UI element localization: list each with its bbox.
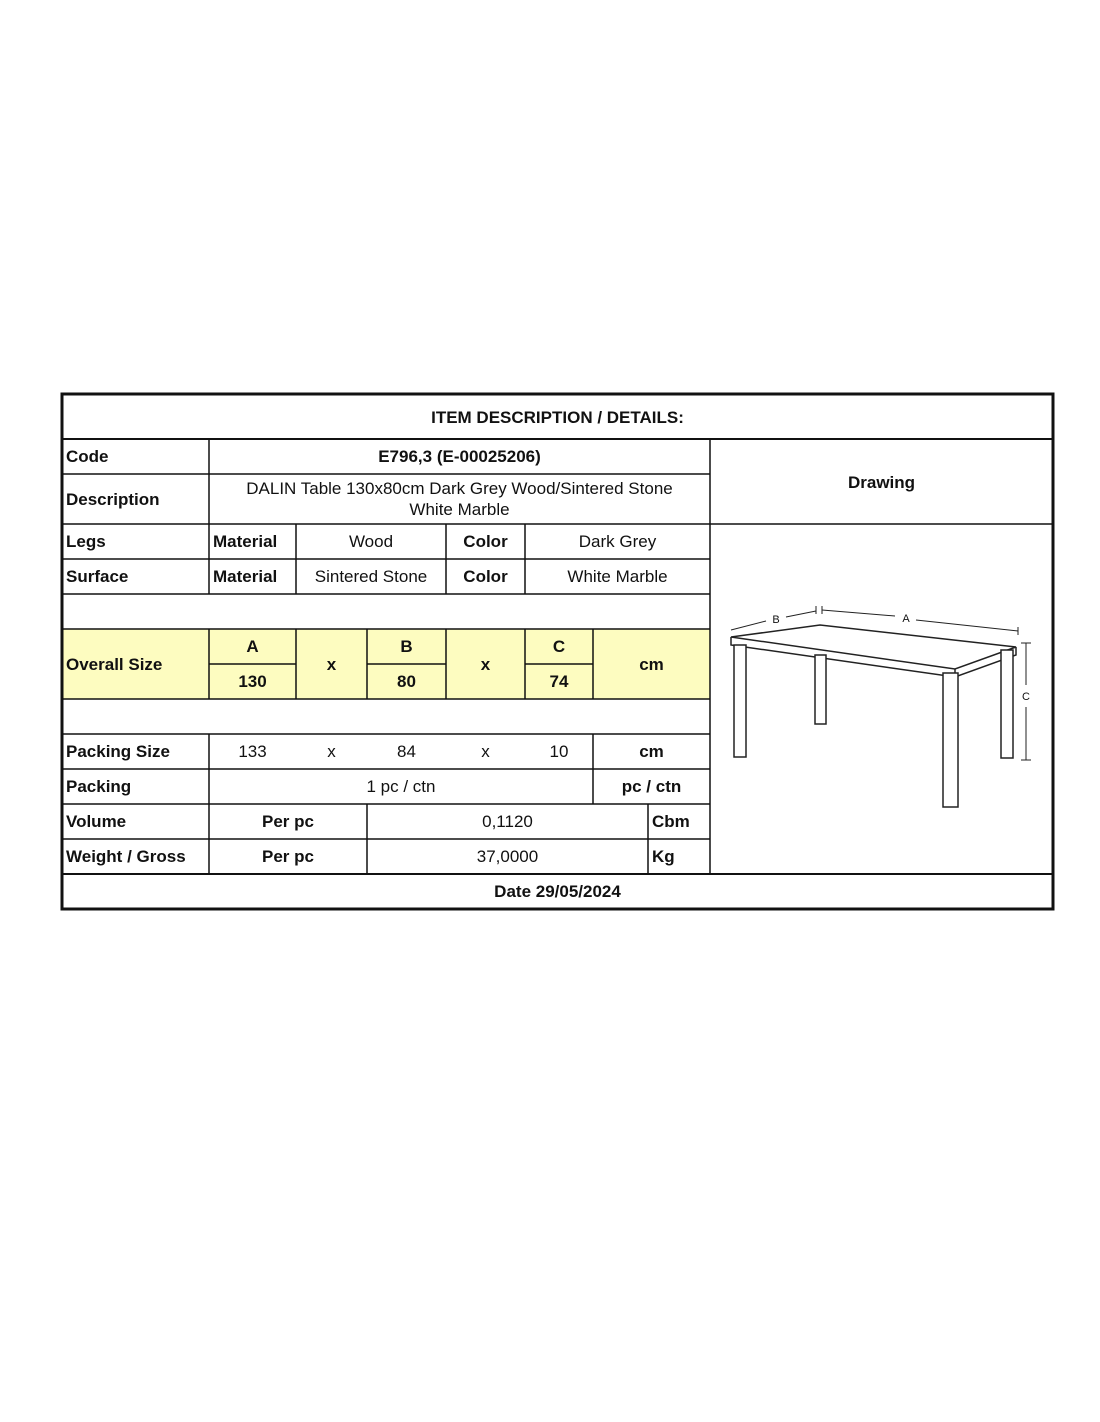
volume-unit: Cbm bbox=[652, 812, 690, 831]
overall-size-a-label: A bbox=[246, 637, 259, 656]
overall-size-label: Overall Size bbox=[66, 654, 163, 674]
surface-material-value: Sintered Stone bbox=[314, 567, 428, 586]
weight-value: 37,0000 bbox=[476, 847, 539, 866]
overall-size-sep-2: x bbox=[480, 654, 491, 674]
legs-color-value: Dark Grey bbox=[578, 532, 657, 551]
volume-value: 0,1120 bbox=[482, 812, 533, 831]
overall-size-b-label: B bbox=[400, 637, 413, 656]
overall-size-c-label: C bbox=[552, 637, 566, 656]
packing-size-b-value: 84 bbox=[397, 742, 416, 761]
legs-material-label: Material bbox=[213, 532, 278, 551]
description-line-2: White Marble bbox=[409, 500, 510, 519]
weight-per: Per pc bbox=[262, 847, 314, 866]
footer-date: Date 29/05/2024 bbox=[494, 881, 621, 901]
packing-unit: pc / ctn bbox=[621, 777, 682, 796]
description-line-1: DALIN Table 130x80cm Dark Grey Wood/Sintered Stone bbox=[246, 479, 673, 498]
volume-per: Per pc bbox=[262, 812, 314, 831]
weight-unit: Kg bbox=[652, 847, 675, 866]
overall-size-b-value: 80 bbox=[397, 672, 416, 691]
packing-size-a-value: 133 bbox=[238, 742, 267, 761]
legs-material-value: Wood bbox=[348, 532, 394, 551]
overall-size-unit: cm bbox=[639, 654, 664, 674]
dimension-b-label: B bbox=[772, 613, 780, 626]
table-drawing bbox=[731, 606, 1031, 807]
surface-color-value: White Marble bbox=[567, 567, 668, 586]
overall-size-c-value: 74 bbox=[549, 672, 569, 691]
packing-size-sep-2: x bbox=[481, 742, 490, 761]
packing-label: Packing bbox=[66, 777, 132, 796]
description-value bbox=[209, 474, 710, 524]
surface-material-label: Material bbox=[213, 567, 278, 586]
code-label: Code bbox=[66, 447, 109, 466]
page-title: ITEM DESCRIPTION / DETAILS: bbox=[431, 408, 684, 427]
packing-value: 1 pc / ctn bbox=[366, 777, 436, 796]
weight-label: Weight / Gross bbox=[66, 847, 186, 866]
volume-label: Volume bbox=[66, 812, 127, 831]
description-label: Description bbox=[66, 489, 160, 509]
drawing-label: Drawing bbox=[847, 472, 916, 492]
dimension-a-label: A bbox=[902, 612, 910, 625]
legs-color-label: Color bbox=[463, 532, 508, 551]
packing-size-sep-1: x bbox=[327, 742, 336, 761]
code-value: E796,3 (E-00025206) bbox=[378, 447, 541, 466]
packing-size-c-value: 10 bbox=[549, 742, 569, 761]
surface-color-label: Color bbox=[463, 567, 508, 586]
overall-size-a-value: 130 bbox=[238, 672, 267, 691]
packing-size-label: Packing Size bbox=[66, 742, 170, 761]
dimension-c-label: C bbox=[1022, 690, 1030, 703]
packing-size-unit: cm bbox=[639, 742, 664, 761]
overall-size-sep-1: x bbox=[326, 654, 337, 674]
surface-label: Surface bbox=[66, 567, 129, 586]
legs-label: Legs bbox=[66, 532, 106, 551]
